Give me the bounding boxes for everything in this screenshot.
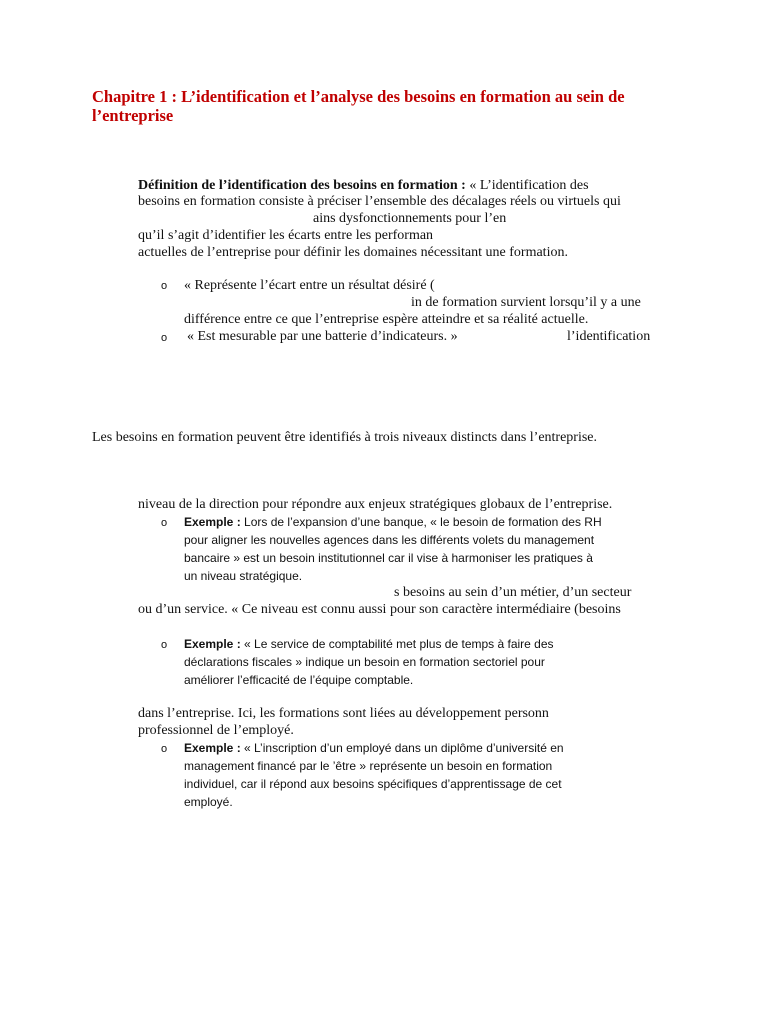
definition-line5: actuelles de l’entreprise pour définir les domaines nécessitant une formation. bbox=[138, 245, 568, 260]
bullet1-line2: in de formation survient lorsqu’il y a une bbox=[411, 295, 641, 310]
example-text: Lors de l’expansion d’une banque, « le besoin de formation des RH bbox=[240, 515, 602, 529]
level1-example-line3: bancaire » est un besoin institutionnel car il vise à harmoniser les pratiques à bbox=[184, 551, 593, 565]
definition-label: Définition de l’identification des besoins en formation : bbox=[138, 178, 466, 193]
levels-intro: Les besoins en formation peuvent être identifiés à trois niveaux distincts dans l’entreprise. bbox=[92, 430, 598, 445]
level1-example-line2: pour aligner les nouvelles agences dans les différents volets du management bbox=[184, 533, 595, 547]
level3-example-line3: individuel, car il répond aux besoins spécifiques d’apprentissage de cet bbox=[184, 777, 562, 791]
example-text: « L’inscription d’un employé dans un diplôme d’université en bbox=[240, 741, 564, 755]
level3-example-line2: management financé par le ’être » représente un besoin en formation bbox=[184, 759, 553, 773]
bullet1-line3: différence entre ce que l’entreprise espère atteindre et sa réalité actuelle. bbox=[184, 312, 589, 327]
level2-example-line3: améliorer l’efficacité de l’équipe comptable. bbox=[184, 673, 414, 687]
level1-example-line4: un niveau stratégique. bbox=[184, 569, 303, 583]
level2-line2: ou d’un service. « Ce niveau est connu aussi pour son caractère intermédiaire (besoins bbox=[138, 602, 621, 617]
level2-example-line1 bbox=[184, 635, 554, 653]
level3-example-line1 bbox=[184, 739, 564, 757]
level1-example-line1 bbox=[184, 513, 602, 531]
example-label: Exemple : bbox=[184, 637, 241, 651]
level1-line: niveau de la direction pour répondre aux enjeux stratégiques globaux de l’entreprise. bbox=[138, 497, 613, 512]
chapter-title-line2: l’entreprise bbox=[92, 106, 174, 125]
definition-line1 bbox=[138, 177, 589, 194]
definition-line1-rest: « L’identification des bbox=[465, 178, 589, 193]
level2-example-line2: déclarations fiscales » indique un besoin en formation sectoriel pour bbox=[184, 655, 545, 669]
bullet-marker: o bbox=[161, 639, 168, 651]
bullet2-text: « Est mesurable par une batterie d’indicateurs. » bbox=[187, 329, 458, 344]
level3-line2: professionnel de l’employé. bbox=[138, 723, 294, 738]
example-label: Exemple : bbox=[184, 741, 241, 755]
bullet1-line1: « Représente l’écart entre un résultat désiré ( bbox=[184, 278, 435, 293]
bullet-marker: o bbox=[161, 280, 168, 292]
chapter-title-line1: Chapitre 1 : L’identification et l’analyse des besoins en formation au sein de bbox=[92, 87, 625, 106]
level3-line1: dans l’entreprise. Ici, les formations sont liées au développement personn bbox=[138, 706, 549, 721]
bullet-marker: o bbox=[161, 743, 168, 755]
bullet-marker: o bbox=[161, 517, 168, 529]
definition-line4: qu’il s’agit d’identifier les écarts entre les performan bbox=[138, 228, 434, 243]
definition-line2: besoins en formation consiste à préciser l’ensemble des décalages réels ou virtuels qui bbox=[138, 194, 621, 209]
example-text: « Le service de comptabilité met plus de temps à faire des bbox=[240, 637, 554, 651]
bullet-marker: o bbox=[161, 332, 168, 344]
bullet2-text-right: l’identification bbox=[567, 329, 651, 344]
level3-example-line4: employé. bbox=[184, 795, 233, 809]
example-label: Exemple : bbox=[184, 515, 241, 529]
definition-line3: ains dysfonctionnements pour l’en bbox=[313, 211, 507, 226]
level2-line1: s besoins au sein d’un métier, d’un secteur bbox=[394, 585, 632, 600]
